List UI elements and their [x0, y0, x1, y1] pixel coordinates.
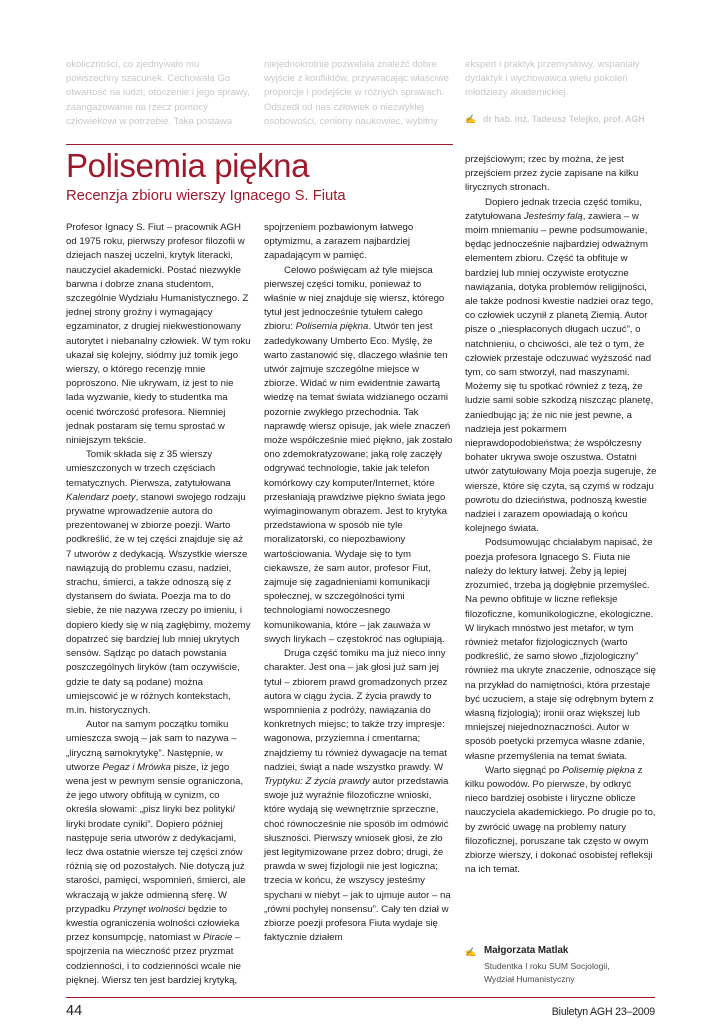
footer-divider [66, 997, 655, 998]
publication-title: Biuletyn AGH 23–2009 [551, 1006, 655, 1018]
author-affiliation: Studentka I roku SUM Socjologii, Wydział Humanistyczny [484, 961, 610, 984]
pen-icon: ✍ [465, 947, 477, 957]
article-body-col2: spojrzeniem pozbawionym łatwego optymizmu, a zarazem najbardziej zapadającym w pamięć. Celowo poświęcam aż tyle miejsca pierwszej części tomiku, ponieważ to właśnie w niej znajduje się wiersz, którego tytuł jest jednocześnie tytułem całego zbioru: Polisemia piękna. Utwór ten jest zadedykowany Umberto Eco. Myślę, że warto zastanowić się, dlaczego właśnie ten utwór zajmuje szczególne miejsce w zbiorze. Widać w nim ewidentnie zawartą wiedzę na temat świata widzianego oczami pozornie zwykłego przechodnia. Tak naprawdę wiersz opisuje, jak wiele znaczeń może współcześnie mieć piękno, jak zostało ono zdemokratyzowane; jaką rolę zaczęły odgrywać technologie, takie jak telefon komórkowy czy komputer/Internet, które przesłaniają prawdziwe piękno świata jego wyimaginowanym obrazem. Jest to krytyka przedstawiona w sposób nie tyle moralizatorski, co niepozbawiony wartościowania. Wydaje się to tym ciekawsze, że sam autor, profesor Fiut, zajmuje się zagadnieniami komunikacji społecznej, w szczególności tymi technologiami nowoczesnego komunikowania, które – jak zauważa w swych lirykach – częstokroć nas ogłupiają. Druga część tomiku ma już nieco inny charakter. Jest ona – jak głosi już sam jej tytuł – zbiorem prawd gromadzonych przez autora w ciągu życia. Z życia prawdy to wspomnienia z podróży, nawiązania do konkretnych miejsc; to także trzy impresje: wagonowa, przyziemna i cmentarna; znajdziemy tu również dywagacje na temat nadziei, świąt a nade wszystko prawdy. W Tryptyku: Z życia prawdy autor przedstawia swoje już wyraźnie filozoficzne wnioski, które wydają się wewnętrznie sprzeczne, choć równocześnie nie sposób im odmówić słuszności. Pierwszy wniosek głosi, że zło jest legitymizowane przez dobro; drugi, że prawda w swej fizjologii nie jest logiczna; trzecia w końcu, że wszyscy jesteśmy spychani w niebyt – jak to ujmuje autor – na „równi pochyłej nonsensu”. Cały ten dział w zbiorze poezji profesora Fiuta wydaje się faktycznie działem [264, 222, 453, 944]
title-divider [66, 144, 453, 145]
previous-article-author: dr hab. inż. Tadeusz Telejko, prof. AGH [483, 114, 645, 124]
page-number: 44 [66, 1003, 83, 1019]
article-title: Polisemia piękna [66, 147, 310, 184]
article-body-col3: przejściowym; rzec by można, że jest przejściem przez życie zapisane na kilku lirycznych stronach. Dopiero jednak trzecia część tomiku, zatytułowana Jesteśmy falą, zawiera – w moim mniemaniu – pewne podsumowanie, będąc jednocześnie najbardziej odważnym elementem zbioru. Część ta obfituje w bardziej lub mniej oczywiste erotyczne nawiązania, dotyka problemów religijności, ale także podnosi kwestie nadziei oraz tego, co człowiek uczynił z planetą Ziemią. Autor pisze o „niespłaconych długach uczuć”, o natchnieniu, o chciwości, ale też o tym, że człowiek przestaje odczuwać wyższość nad tym, co sam stworzył, nad maszynami. Możemy się tu spotkać również z tezą, że ludzie sami sobie szkodzą niszcząc planetę, zaniedbując ją; że nic nie jest pewne, a nadzieja jest pokarmem nieprawdopodobieństwa; że współczesny bohater ukrywa swoje oszustwa. Ostatni utwór zatytułowany Moja poezja sugeruje, że wiersze, które się czyta, są czymś w rodzaju powrotu do dzieciństwa, podnoszą kwestie nadziei i zarazem opowiadają o końcu kolejnego świata. Podsumowując chciałabym napisać, że poezja profesora Ignacego S. Fiuta nie należy do lektury łatwej. Żeby ją lepiej zrozumieć, trzeba ją dogłębnie przemyśleć. Na pewno obfituje w liczne refleksje filozoficzne, komunikologiczne, ekologiczne. W lirykach mnóstwo jest metafor, w tym również metafor fizjologicznych (warto podkreślić, że samo słowo „fizjologiczny” również ma ukryte znaczenie, odnoszące się na przykład do namiętności, która przestaje być uczuciem, a staje się odrębnym bytem z własną fizjologią); ironii oraz większej lub mniejszej niejednoznaczności. Autor w sposób poetycki przemyca własne zdanie, własne przemyślenia na temat świata. Warto sięgnąć po Polisemię piękna z kilku powodów. Po pierwsze, by odkryć nieco bardziej osobiste i liryczne oblicze nauczyciela akademickiego. Po drugie po to, by zwrócić uwagę na problemy natury filozoficznej, poruszane tak często w owym zbiorze wierszy, i dokonać osobistej refleksji na ich temat. [465, 154, 657, 876]
previous-article-text-col1: okoliczności, co zjednywało mu powszechny szacunek. Cechowała Go otwartość na ludzi, otoczenie i jego sprawy, zaangażowanie na rzecz pomocy człowiekowi w potrzebie. Taka postawa [66, 59, 250, 127]
author-name: Małgorzata Matlak [484, 945, 569, 956]
previous-article-signature [465, 114, 645, 125]
pen-icon: ✍ [465, 114, 476, 124]
previous-article-text-col2: niejednokrotnie pozwalała znaleźć dobre wyjście z konfliktów, przywracając właściwe proporcje i podejście w różnych sprawach. Odszedł od nas człowiek o niezwykłej osobowości, ceniony naukowiec, wybitny [264, 59, 449, 127]
article-body-col1: Profesor Ignacy S. Fiut – pracownik AGH od 1975 roku, pierwszy profesor filozofii w dziejach naszej uczelni, krytyk literacki, nauczyciel akademicki. Postać niezwykle barwna i dobrze znana studentom, szczególnie Wydziału Humanistycznego. Z jednej strony groźny i wymagający egzaminator, z drugiej niekwestionowany autorytet i niebanalny człowiek. W tym roku ukazał się kolejny, siódmy już tomik jego wierszy, o którego recenzję mnie poproszono. Nie ukrywam, iż jest to nie lada wyzwanie, kiedy to studentka ma ocenić twórczość profesora. Niemniej jednak postaram się temu sprostać w niniejszym tekście. Tomik składa się z 35 wierszy umieszczonych w trzech częściach tematycznych. Pierwsza, zatytułowana Kalendarz poety, stanowi swojego rodzaju prywatne wprowadzenie autora do prezentowanej w zbiorze poezji. Warto podkreślić, że w tej części znajduje się aż 7 utworów z dedykacją. Wszystkie wiersze nawiązują do problemu czasu, nadziei, strachu, śmierci, a także odnoszą się z dystansem do świata. Poezja ma to do siebie, że nie nazywa rzeczy po imieniu, i dopiero kiedy się w nią zagłębimy, możemy dopatrzeć się bardziej lub mniej ukrytych sensów. Sądząc po datach powstania poszczególnych liryków (tam oczywiście, gdzie te daty są podane) można umiejscowić je w różnych kontekstach, m.in. historycznych. Autor na samym początku tomiku umieszcza swoją – jak sam to nazywa – „liryczną samokrytykę”. Następnie, w utworze Pegaz i Mrówka pisze, iż jego wena jest w pewnym sensie ograniczona, że jego utwory obfitują w cynizm, co określa słowami: „pisz liryki bez polityki/ liryki brodate cyniki”. Dopiero później następuje seria utworów z dedykacjami, lecz dwa ostatnie wiersze tej części znów różnią się od pozostałych. Nie dotyczą już starości, pamięci, wspomnień, śmierci, ale wkraczają w jakże odmienną sferę. W przypadku Przynęt wolności będzie to kwestia ograniczenia wolności człowieka przez konsumpcję, natomiast w Piracie – spojrzenia na wieczność przez pryzmat codzienności, i to codzienności wcale nie pięknej. Wiersz ten jest bardziej krytyką, [66, 222, 251, 986]
previous-article-text-col3: ekspert i praktyk przemysłowy, wspaniały dydaktyk i wychowawca wielu pokoleń młodzieży akademickiej. [465, 59, 640, 99]
article-subtitle: Recenzja zbioru wierszy Ignacego S. Fiuta [66, 188, 346, 204]
